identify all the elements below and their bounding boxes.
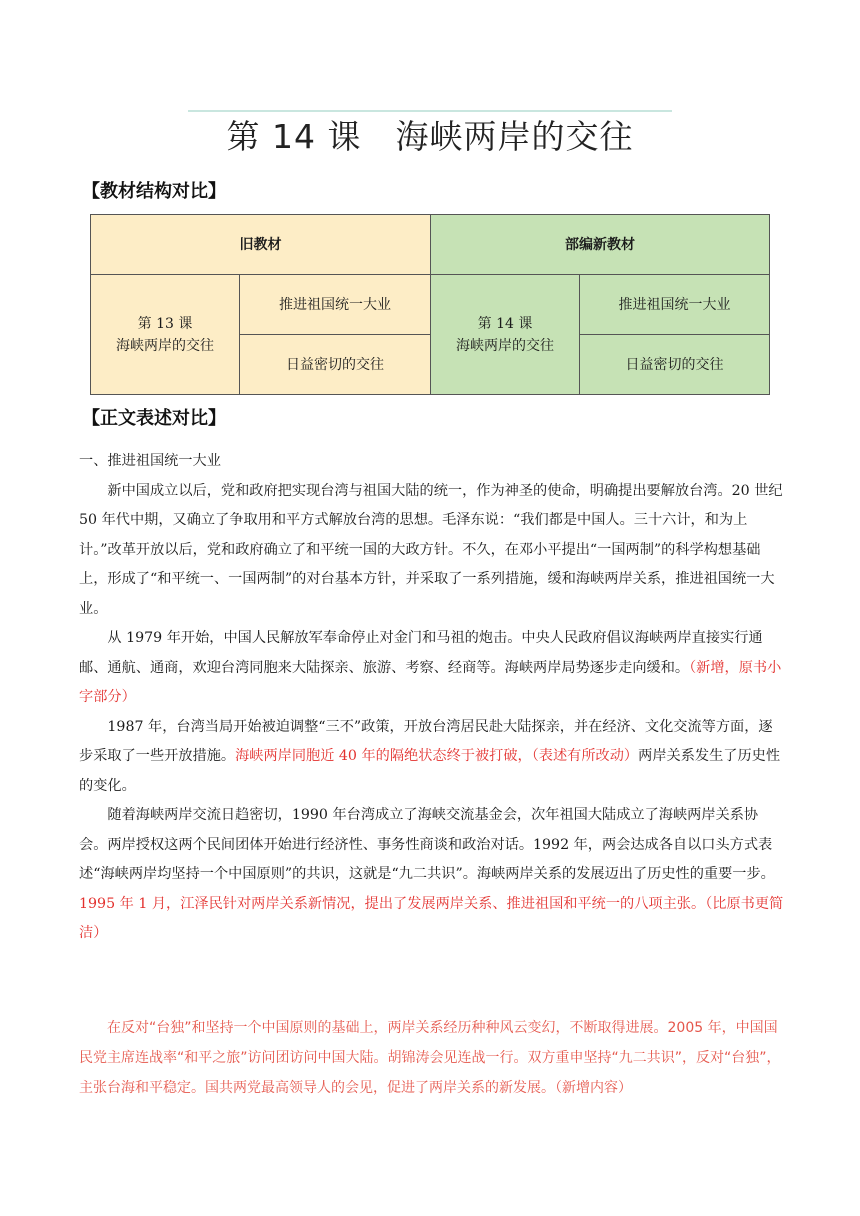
paragraph-4-note: 1995 年 1 月，江泽民针对两岸关系新情况，提出了发展两岸关系、推进祖国和平统一的八项主张。（比原书更简洁） bbox=[79, 895, 784, 941]
section-heading-structure: 【教材结构对比】 bbox=[82, 181, 226, 202]
old-lesson-number: 第 13 课 bbox=[137, 315, 193, 332]
paragraph-3-text-b: 两岸关系发生了历史性的变化。 bbox=[79, 748, 781, 794]
paragraph-2-note: （新增，原书小字部分） bbox=[79, 659, 782, 705]
new-lesson-cell bbox=[431, 275, 580, 395]
old-sub-2: 日益密切的交往 bbox=[240, 335, 431, 395]
old-textbook-header: 旧教材 bbox=[91, 215, 431, 275]
old-sub-1: 推进祖国统一大业 bbox=[240, 275, 431, 335]
paragraph-2-text: 从 1979 年开始，中国人民解放军奉命停止对金门和马祖的炮击。中央人民政府倡议海峡两岸直接实行通邮、通航、通商，欢迎台湾同胞来大陆探亲、旅游、考察、经商等。海峡两岸局势逐步走向缓和。 bbox=[79, 630, 763, 676]
paragraph-3-note: 海峡两岸同胞近 40 年的隔绝状态终于被打破，（表述有所改动） bbox=[235, 748, 639, 764]
new-lesson-title: 海峡两岸的交往 bbox=[456, 337, 554, 354]
new-lesson-number: 第 14 课 bbox=[477, 315, 533, 332]
paragraph-3-text-a: 1987 年，台湾当局开始被迫调整“三不”政策，开放台湾居民赴大陆探亲，并在经济、文化交流等方面，逐步采取了一些开放措施。 bbox=[79, 718, 773, 764]
subheading-1: 一、推进祖国统一大业 bbox=[79, 453, 221, 469]
paragraph-5-new-content: 在反对“台独”和坚持一个中国原则的基础上，两岸关系经历种种风云变幻，不断取得进展。2005 年，中国国民党主席连战率“和平之旅”访问团访问中国大陆。胡锦涛会见连战一行。双方重申坚持“九二共识”，反对“台独”，主张台海和平稳定。国共两党最高领导人的会见，促进了两岸关系的新发展。（新增内容） bbox=[79, 1020, 781, 1096]
page-title: 第 14 课 海峡两岸的交往 bbox=[226, 117, 634, 156]
old-lesson-cell bbox=[91, 275, 240, 395]
paragraph-4-text: 随着海峡两岸交流日趋密切，1990 年台湾成立了海峡交流基金会，次年祖国大陆成立了海峡两岸关系协会。两岸授权这两个民间团体开始进行经济性、事务性商谈和政治对话。1992 年，两会达成各自以口头方式表述“海峡两岸均坚持一个中国原则”的共识，这就是“九二共识”。海峡两岸关系的发展迈出了历史性的重要一步。 bbox=[79, 807, 775, 882]
paragraph-2 bbox=[79, 624, 785, 713]
section-heading-text: 【正文表述对比】 bbox=[82, 408, 226, 429]
old-lesson-title: 海峡两岸的交往 bbox=[116, 337, 214, 354]
paragraph-4 bbox=[79, 801, 785, 949]
paragraph-1: 新中国成立以后，党和政府把实现台湾与祖国大陆的统一，作为神圣的使命，明确提出要解放台湾。20 世纪 50 年代中期，又确立了争取用和平方式解放台湾的思想。毛泽东说：“我们都是中国人。三十六计，和为上计。”改革开放以后，党和政府确立了和平统一国的大政方针。不久，在邓小平提出“一国两制”的科学构想基础上，形成了“和平统一、一国两制”的对台基本方针，并采取了一系列措施，缓和海峡两岸关系，推进祖国统一大业。 bbox=[79, 482, 783, 617]
paragraph-3 bbox=[79, 713, 785, 802]
new-sub-1: 推进祖国统一大业 bbox=[580, 275, 770, 335]
new-sub-2: 日益密切的交往 bbox=[580, 335, 770, 395]
new-textbook-header: 部编新教材 bbox=[431, 215, 770, 275]
comparison-table bbox=[90, 214, 770, 395]
body-text bbox=[79, 447, 785, 949]
